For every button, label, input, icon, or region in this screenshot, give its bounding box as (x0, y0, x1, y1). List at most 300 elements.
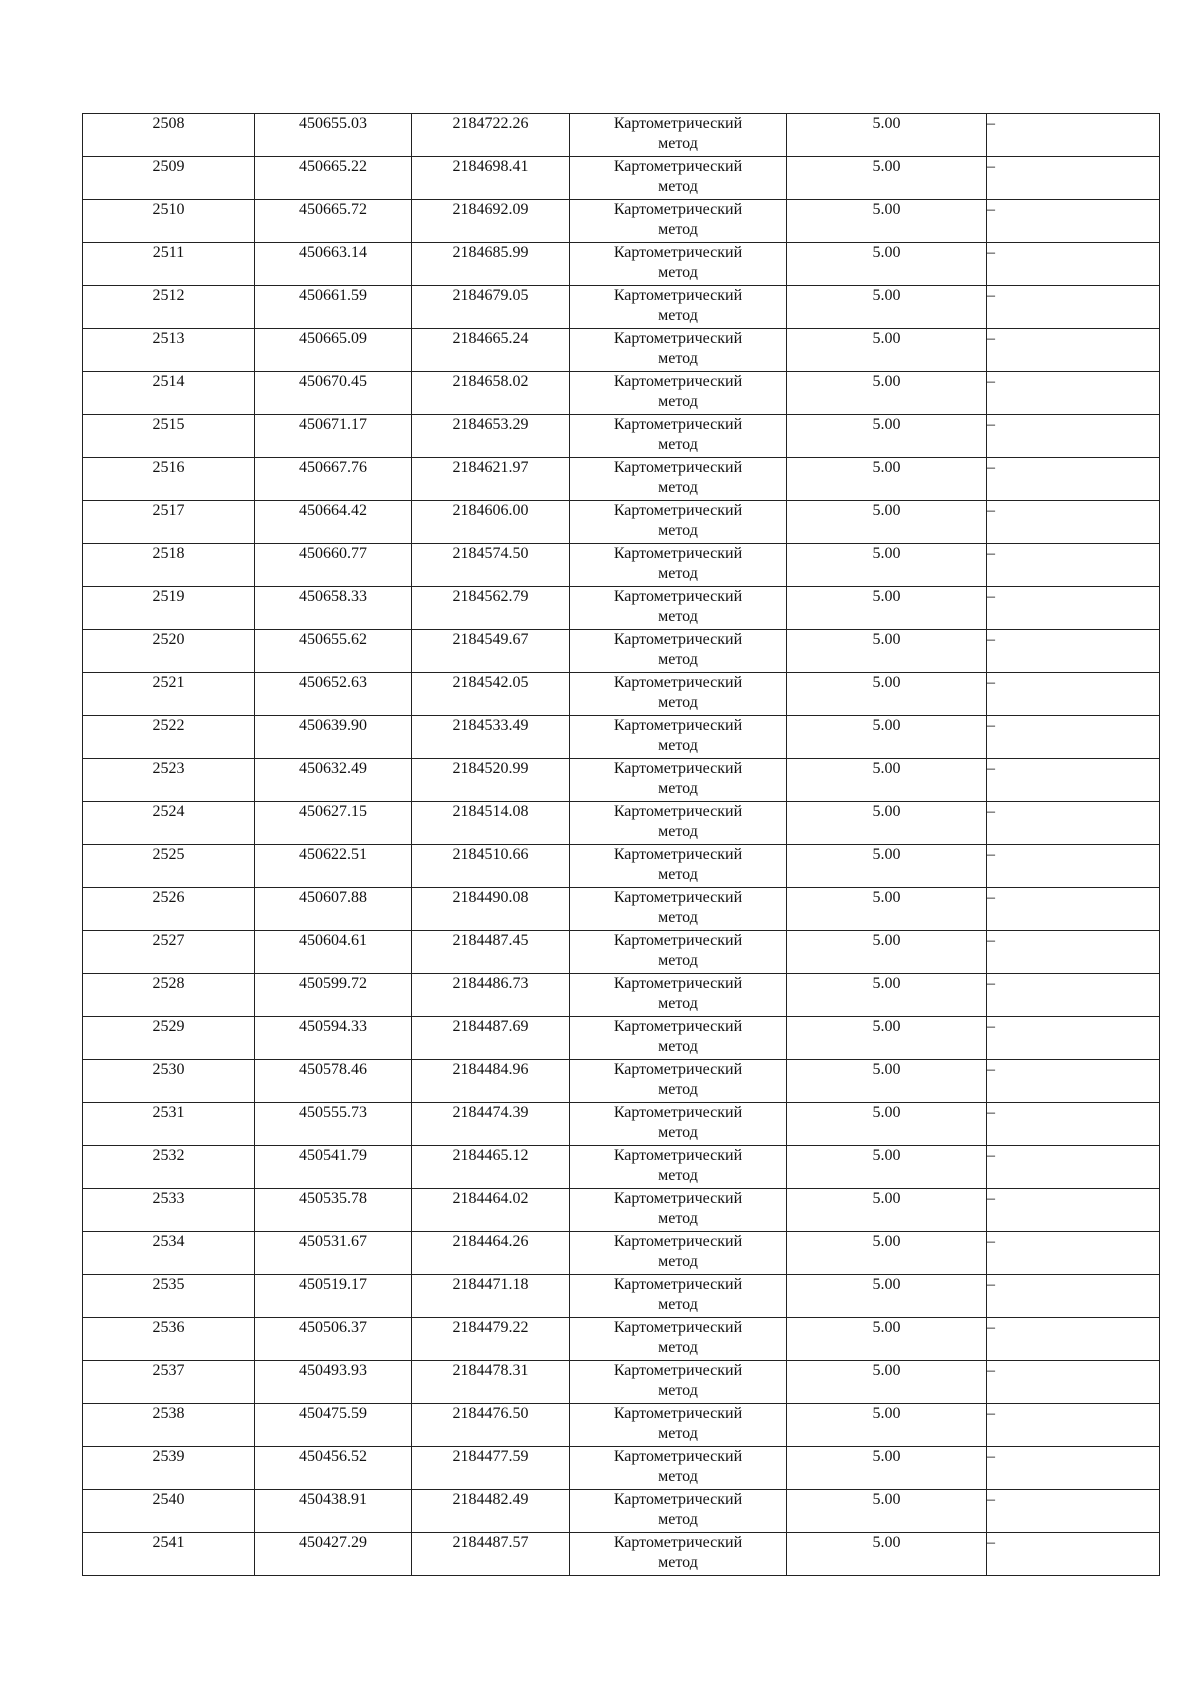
x-coordinate-cell: 450555.73 (255, 1103, 412, 1146)
table-row (83, 200, 1160, 243)
note-cell: – (987, 716, 1160, 759)
error-cell: 5.00 (787, 931, 987, 974)
x-coordinate-cell: 450578.46 (255, 1060, 412, 1103)
error-cell: 5.00 (787, 200, 987, 243)
note-cell: – (987, 888, 1160, 931)
x-coordinate-cell: 450661.59 (255, 286, 412, 329)
y-coordinate-cell: 2184487.57 (412, 1533, 570, 1576)
error-cell: 5.00 (787, 329, 987, 372)
point-number-cell: 2536 (83, 1318, 255, 1361)
error-cell: 5.00 (787, 845, 987, 888)
y-coordinate-cell: 2184471.18 (412, 1275, 570, 1318)
method-line-2: метод (658, 1038, 698, 1055)
method-cell (570, 243, 787, 286)
method-line-2: метод (658, 1296, 698, 1313)
error-cell: 5.00 (787, 716, 987, 759)
method-line-1: Картометрический (613, 588, 743, 605)
note-cell: – (987, 1017, 1160, 1060)
method-line-1: Картометрический (613, 1534, 743, 1551)
y-coordinate-cell: 2184698.41 (412, 157, 570, 200)
y-coordinate-cell: 2184490.08 (412, 888, 570, 931)
y-coordinate-cell: 2184514.08 (412, 802, 570, 845)
method-line-2: метод (658, 1468, 698, 1485)
method-line-1: Картометрический (613, 459, 743, 476)
method-cell (570, 157, 787, 200)
y-coordinate-cell: 2184484.96 (412, 1060, 570, 1103)
method-line-2: метод (658, 1210, 698, 1227)
point-number-cell: 2516 (83, 458, 255, 501)
note-cell: – (987, 759, 1160, 802)
y-coordinate-cell: 2184464.26 (412, 1232, 570, 1275)
method-line-1: Картометрический (613, 1147, 743, 1164)
note-cell: – (987, 501, 1160, 544)
y-coordinate-cell: 2184562.79 (412, 587, 570, 630)
note-cell: – (987, 157, 1160, 200)
error-cell: 5.00 (787, 243, 987, 286)
method-cell (570, 372, 787, 415)
point-number-cell: 2515 (83, 415, 255, 458)
error-cell: 5.00 (787, 544, 987, 587)
error-cell: 5.00 (787, 974, 987, 1017)
method-line-1: Картометрический (613, 1104, 743, 1121)
table-row (83, 1318, 1160, 1361)
method-line-2: метод (658, 393, 698, 410)
note-cell: – (987, 114, 1160, 157)
method-line-2: метод (658, 1511, 698, 1528)
x-coordinate-cell: 450655.03 (255, 114, 412, 157)
y-coordinate-cell: 2184692.09 (412, 200, 570, 243)
point-number-cell: 2512 (83, 286, 255, 329)
table-row (83, 243, 1160, 286)
method-line-2: метод (658, 522, 698, 539)
error-cell: 5.00 (787, 673, 987, 716)
method-cell (570, 1447, 787, 1490)
error-cell: 5.00 (787, 1060, 987, 1103)
point-number-cell: 2511 (83, 243, 255, 286)
method-line-1: Картометрический (613, 158, 743, 175)
point-number-cell: 2528 (83, 974, 255, 1017)
method-line-1: Картометрический (613, 932, 743, 949)
method-line-1: Картометрический (613, 502, 743, 519)
table-row (83, 544, 1160, 587)
method-cell (570, 1275, 787, 1318)
table-row (83, 587, 1160, 630)
point-number-cell: 2535 (83, 1275, 255, 1318)
method-cell (570, 1146, 787, 1189)
table-row (83, 286, 1160, 329)
method-line-2: метод (658, 479, 698, 496)
y-coordinate-cell: 2184679.05 (412, 286, 570, 329)
method-cell (570, 458, 787, 501)
y-coordinate-cell: 2184482.49 (412, 1490, 570, 1533)
method-line-2: метод (658, 1382, 698, 1399)
method-line-2: метод (658, 909, 698, 926)
method-line-2: метод (658, 1081, 698, 1098)
table-row (83, 931, 1160, 974)
table-row (83, 157, 1160, 200)
method-cell (570, 802, 787, 845)
error-cell: 5.00 (787, 587, 987, 630)
method-line-1: Картометрический (613, 631, 743, 648)
method-cell (570, 974, 787, 1017)
note-cell: – (987, 544, 1160, 587)
error-cell: 5.00 (787, 415, 987, 458)
table-row (83, 1017, 1160, 1060)
x-coordinate-cell: 450652.63 (255, 673, 412, 716)
x-coordinate-cell: 450658.33 (255, 587, 412, 630)
x-coordinate-cell: 450541.79 (255, 1146, 412, 1189)
table-row (83, 372, 1160, 415)
table-row (83, 845, 1160, 888)
method-line-1: Картометрический (613, 1276, 743, 1293)
table-row (83, 114, 1160, 157)
method-line-2: метод (658, 1253, 698, 1270)
method-line-2: метод (658, 1425, 698, 1442)
error-cell: 5.00 (787, 157, 987, 200)
table-row (83, 329, 1160, 372)
y-coordinate-cell: 2184487.45 (412, 931, 570, 974)
point-number-cell: 2509 (83, 157, 255, 200)
method-line-2: метод (658, 178, 698, 195)
method-cell (570, 286, 787, 329)
y-coordinate-cell: 2184549.67 (412, 630, 570, 673)
point-number-cell: 2533 (83, 1189, 255, 1232)
point-number-cell: 2527 (83, 931, 255, 974)
y-coordinate-cell: 2184621.97 (412, 458, 570, 501)
x-coordinate-cell: 450519.17 (255, 1275, 412, 1318)
y-coordinate-cell: 2184487.69 (412, 1017, 570, 1060)
method-line-1: Картометрический (613, 975, 743, 992)
method-line-1: Картометрический (613, 115, 743, 132)
method-cell (570, 544, 787, 587)
table-row (83, 802, 1160, 845)
error-cell: 5.00 (787, 630, 987, 673)
note-cell: – (987, 587, 1160, 630)
method-cell (570, 329, 787, 372)
method-line-2: метод (658, 995, 698, 1012)
y-coordinate-cell: 2184653.29 (412, 415, 570, 458)
method-line-1: Картометрический (613, 1405, 743, 1422)
table-row (83, 1275, 1160, 1318)
method-line-2: метод (658, 651, 698, 668)
table-row (83, 888, 1160, 931)
method-cell (570, 1361, 787, 1404)
note-cell: – (987, 1533, 1160, 1576)
error-cell: 5.00 (787, 1318, 987, 1361)
error-cell: 5.00 (787, 286, 987, 329)
point-number-cell: 2521 (83, 673, 255, 716)
note-cell: – (987, 630, 1160, 673)
method-line-1: Картометрический (613, 846, 743, 863)
x-coordinate-cell: 450493.93 (255, 1361, 412, 1404)
method-line-2: метод (658, 1554, 698, 1571)
x-coordinate-cell: 450663.14 (255, 243, 412, 286)
y-coordinate-cell: 2184477.59 (412, 1447, 570, 1490)
coordinates-table (82, 113, 1160, 1576)
method-line-1: Картометрический (613, 1319, 743, 1336)
x-coordinate-cell: 450506.37 (255, 1318, 412, 1361)
method-line-2: метод (658, 1339, 698, 1356)
method-cell (570, 1189, 787, 1232)
method-line-1: Картометрический (613, 287, 743, 304)
note-cell: – (987, 974, 1160, 1017)
y-coordinate-cell: 2184542.05 (412, 673, 570, 716)
note-cell: – (987, 329, 1160, 372)
error-cell: 5.00 (787, 888, 987, 931)
point-number-cell: 2540 (83, 1490, 255, 1533)
method-line-2: метод (658, 436, 698, 453)
point-number-cell: 2513 (83, 329, 255, 372)
coordinates-table-body (83, 114, 1160, 1576)
method-line-2: метод (658, 307, 698, 324)
method-cell (570, 1017, 787, 1060)
method-line-1: Картометрический (613, 416, 743, 433)
point-number-cell: 2524 (83, 802, 255, 845)
x-coordinate-cell: 450665.22 (255, 157, 412, 200)
point-number-cell: 2541 (83, 1533, 255, 1576)
error-cell: 5.00 (787, 1533, 987, 1576)
point-number-cell: 2537 (83, 1361, 255, 1404)
method-line-1: Картометрический (613, 803, 743, 820)
note-cell: – (987, 1275, 1160, 1318)
point-number-cell: 2525 (83, 845, 255, 888)
table-row (83, 673, 1160, 716)
note-cell: – (987, 931, 1160, 974)
method-line-2: метод (658, 737, 698, 754)
point-number-cell: 2531 (83, 1103, 255, 1146)
note-cell: – (987, 1103, 1160, 1146)
method-line-1: Картометрический (613, 1233, 743, 1250)
method-cell (570, 716, 787, 759)
y-coordinate-cell: 2184520.99 (412, 759, 570, 802)
point-number-cell: 2529 (83, 1017, 255, 1060)
error-cell: 5.00 (787, 458, 987, 501)
point-number-cell: 2526 (83, 888, 255, 931)
y-coordinate-cell: 2184722.26 (412, 114, 570, 157)
method-line-1: Картометрический (613, 330, 743, 347)
error-cell: 5.00 (787, 1490, 987, 1533)
table-row (83, 1404, 1160, 1447)
method-line-1: Картометрический (613, 1190, 743, 1207)
method-line-1: Картометрический (613, 1491, 743, 1508)
error-cell: 5.00 (787, 372, 987, 415)
note-cell: – (987, 286, 1160, 329)
x-coordinate-cell: 450438.91 (255, 1490, 412, 1533)
x-coordinate-cell: 450671.17 (255, 415, 412, 458)
method-line-1: Картометрический (613, 889, 743, 906)
point-number-cell: 2522 (83, 716, 255, 759)
method-line-1: Картометрический (613, 1362, 743, 1379)
method-cell (570, 845, 787, 888)
table-row (83, 1361, 1160, 1404)
method-line-1: Картометрический (613, 1018, 743, 1035)
error-cell: 5.00 (787, 1447, 987, 1490)
method-line-2: метод (658, 221, 698, 238)
x-coordinate-cell: 450670.45 (255, 372, 412, 415)
error-cell: 5.00 (787, 114, 987, 157)
method-cell (570, 1060, 787, 1103)
point-number-cell: 2517 (83, 501, 255, 544)
note-cell: – (987, 673, 1160, 716)
error-cell: 5.00 (787, 1103, 987, 1146)
table-row (83, 1490, 1160, 1533)
y-coordinate-cell: 2184478.31 (412, 1361, 570, 1404)
x-coordinate-cell: 450535.78 (255, 1189, 412, 1232)
note-cell: – (987, 1060, 1160, 1103)
table-row (83, 1189, 1160, 1232)
method-cell (570, 931, 787, 974)
note-cell: – (987, 1361, 1160, 1404)
note-cell: – (987, 802, 1160, 845)
method-line-1: Картометрический (613, 1448, 743, 1465)
y-coordinate-cell: 2184685.99 (412, 243, 570, 286)
method-line-2: метод (658, 866, 698, 883)
method-line-2: метод (658, 350, 698, 367)
note-cell: – (987, 1318, 1160, 1361)
method-line-1: Картометрический (613, 674, 743, 691)
table-row (83, 630, 1160, 673)
table-row (83, 1447, 1160, 1490)
method-line-2: метод (658, 1167, 698, 1184)
x-coordinate-cell: 450607.88 (255, 888, 412, 931)
method-line-1: Картометрический (613, 760, 743, 777)
y-coordinate-cell: 2184464.02 (412, 1189, 570, 1232)
method-line-2: метод (658, 1124, 698, 1141)
y-coordinate-cell: 2184510.66 (412, 845, 570, 888)
method-cell (570, 1103, 787, 1146)
method-cell (570, 673, 787, 716)
x-coordinate-cell: 450627.15 (255, 802, 412, 845)
note-cell: – (987, 1447, 1160, 1490)
x-coordinate-cell: 450475.59 (255, 1404, 412, 1447)
method-line-1: Картометрический (613, 201, 743, 218)
x-coordinate-cell: 450632.49 (255, 759, 412, 802)
method-line-2: метод (658, 565, 698, 582)
x-coordinate-cell: 450604.61 (255, 931, 412, 974)
y-coordinate-cell: 2184474.39 (412, 1103, 570, 1146)
error-cell: 5.00 (787, 802, 987, 845)
table-row (83, 415, 1160, 458)
note-cell: – (987, 1490, 1160, 1533)
note-cell: – (987, 1404, 1160, 1447)
method-cell (570, 1318, 787, 1361)
method-cell (570, 888, 787, 931)
note-cell: – (987, 1146, 1160, 1189)
note-cell: – (987, 845, 1160, 888)
table-row (83, 1146, 1160, 1189)
y-coordinate-cell: 2184665.24 (412, 329, 570, 372)
table-row (83, 458, 1160, 501)
y-coordinate-cell: 2184658.02 (412, 372, 570, 415)
error-cell: 5.00 (787, 1146, 987, 1189)
x-coordinate-cell: 450667.76 (255, 458, 412, 501)
table-row (83, 1533, 1160, 1576)
table-row (83, 716, 1160, 759)
method-cell (570, 1490, 787, 1533)
x-coordinate-cell: 450665.72 (255, 200, 412, 243)
method-line-2: метод (658, 952, 698, 969)
method-line-1: Картометрический (613, 244, 743, 261)
method-line-2: метод (658, 823, 698, 840)
point-number-cell: 2520 (83, 630, 255, 673)
x-coordinate-cell: 450622.51 (255, 845, 412, 888)
note-cell: – (987, 200, 1160, 243)
method-cell (570, 415, 787, 458)
point-number-cell: 2508 (83, 114, 255, 157)
error-cell: 5.00 (787, 1361, 987, 1404)
error-cell: 5.00 (787, 1275, 987, 1318)
x-coordinate-cell: 450664.42 (255, 501, 412, 544)
x-coordinate-cell: 450665.09 (255, 329, 412, 372)
y-coordinate-cell: 2184479.22 (412, 1318, 570, 1361)
point-number-cell: 2514 (83, 372, 255, 415)
method-line-2: метод (658, 264, 698, 281)
note-cell: – (987, 372, 1160, 415)
method-cell (570, 501, 787, 544)
point-number-cell: 2532 (83, 1146, 255, 1189)
table-row (83, 1232, 1160, 1275)
x-coordinate-cell: 450531.67 (255, 1232, 412, 1275)
method-line-1: Картометрический (613, 373, 743, 390)
method-cell (570, 1533, 787, 1576)
x-coordinate-cell: 450594.33 (255, 1017, 412, 1060)
method-cell (570, 630, 787, 673)
error-cell: 5.00 (787, 1404, 987, 1447)
point-number-cell: 2534 (83, 1232, 255, 1275)
note-cell: – (987, 1232, 1160, 1275)
method-cell (570, 114, 787, 157)
method-line-2: метод (658, 780, 698, 797)
x-coordinate-cell: 450655.62 (255, 630, 412, 673)
table-row (83, 974, 1160, 1017)
error-cell: 5.00 (787, 1017, 987, 1060)
x-coordinate-cell: 450456.52 (255, 1447, 412, 1490)
method-line-1: Картометрический (613, 545, 743, 562)
method-line-2: метод (658, 608, 698, 625)
point-number-cell: 2538 (83, 1404, 255, 1447)
y-coordinate-cell: 2184574.50 (412, 544, 570, 587)
y-coordinate-cell: 2184476.50 (412, 1404, 570, 1447)
table-row (83, 501, 1160, 544)
note-cell: – (987, 458, 1160, 501)
note-cell: – (987, 1189, 1160, 1232)
y-coordinate-cell: 2184606.00 (412, 501, 570, 544)
error-cell: 5.00 (787, 1189, 987, 1232)
point-number-cell: 2539 (83, 1447, 255, 1490)
method-line-2: метод (658, 694, 698, 711)
x-coordinate-cell: 450660.77 (255, 544, 412, 587)
y-coordinate-cell: 2184465.12 (412, 1146, 570, 1189)
error-cell: 5.00 (787, 501, 987, 544)
note-cell: – (987, 243, 1160, 286)
method-cell (570, 759, 787, 802)
point-number-cell: 2518 (83, 544, 255, 587)
point-number-cell: 2523 (83, 759, 255, 802)
x-coordinate-cell: 450639.90 (255, 716, 412, 759)
note-cell: – (987, 415, 1160, 458)
table-row (83, 1103, 1160, 1146)
method-cell (570, 1404, 787, 1447)
method-line-1: Картометрический (613, 1061, 743, 1078)
error-cell: 5.00 (787, 759, 987, 802)
point-number-cell: 2530 (83, 1060, 255, 1103)
x-coordinate-cell: 450599.72 (255, 974, 412, 1017)
method-cell (570, 1232, 787, 1275)
y-coordinate-cell: 2184533.49 (412, 716, 570, 759)
point-number-cell: 2519 (83, 587, 255, 630)
method-cell (570, 200, 787, 243)
point-number-cell: 2510 (83, 200, 255, 243)
